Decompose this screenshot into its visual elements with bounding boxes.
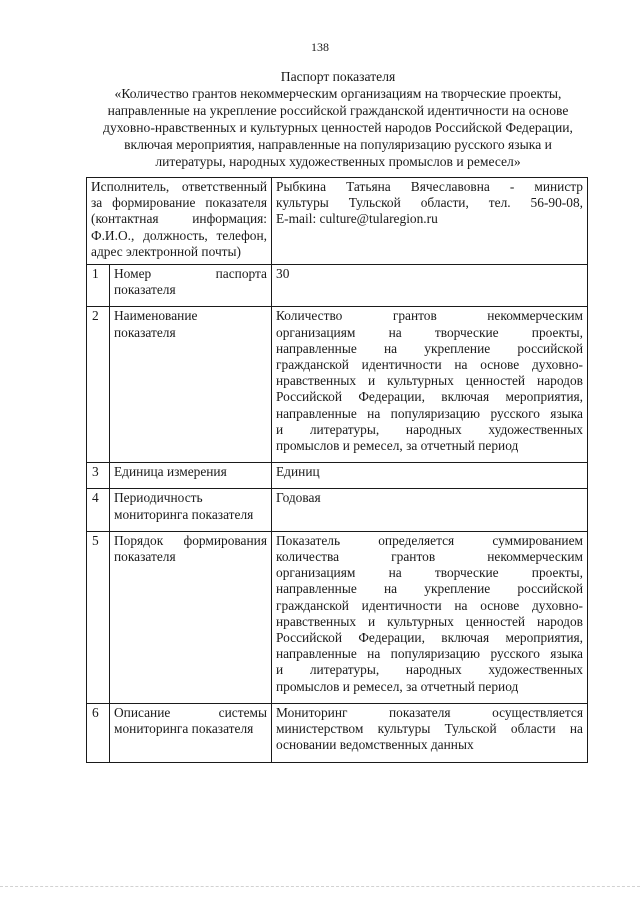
row-label-line: показателя: [114, 549, 176, 565]
row-number: 1: [87, 265, 110, 307]
row-number: 2: [87, 307, 110, 463]
row-value: [272, 531, 588, 703]
row-value-line: Количество грантов некоммерческим: [276, 308, 583, 324]
row-value-line: Показатель определяется суммированием: [276, 532, 583, 548]
row-label: [110, 531, 272, 703]
passport-heading: Паспорт показателя: [280, 69, 396, 84]
row-number: 6: [87, 703, 110, 762]
indicator-title-line: включая мероприятия, направленные на популяризацию русского языка и: [124, 137, 552, 152]
row-value-line: нравственных и культурных ценностей народов: [276, 373, 583, 389]
executor-label-line: Исполнитель, ответственный: [91, 179, 267, 194]
row-label: [110, 489, 272, 531]
row-value: [272, 307, 588, 463]
indicator-title-line: духовно-нравственных и культурных ценностей народов Российской Федерации,: [103, 120, 573, 135]
row-label-line: показателя: [114, 324, 176, 340]
row-value-line: Годовая: [276, 490, 321, 506]
executor-label-line: Ф.И.О., должность, телефон,: [91, 227, 267, 243]
row-value-line: министерством культуры Тульской области на: [276, 721, 583, 737]
row-value-line: направленные на популяризацию русского языка: [276, 405, 583, 421]
row-value-line: направленные на укрепление российской: [276, 581, 583, 597]
row-value-line: основании ведомственных данных: [276, 737, 474, 753]
executor-row: [87, 178, 588, 265]
row-value-line: направленные на популяризацию русского языка: [276, 646, 583, 662]
table-row: [87, 531, 588, 703]
row-label-line: Периодичность: [114, 490, 203, 506]
row-value-line: Российской Федерации, включая мероприятия,: [276, 630, 583, 646]
row-label: [110, 463, 272, 489]
row-value-line: Мониторинг показателя осуществляется: [276, 704, 583, 720]
table-row: [87, 265, 588, 307]
table-row: [87, 703, 588, 762]
executor-value: [272, 178, 588, 265]
executor-email: E-mail: culture@tularegion.ru: [276, 211, 438, 227]
executor-value-line: культуры Тульской области, тел. 56-90-08,: [276, 195, 583, 211]
indicator-title-line: литературы, народных художественных промыслов и ремесел»: [155, 154, 521, 169]
row-value-line: направленные на укрепление российской: [276, 340, 583, 356]
row-label-line: Наименование: [114, 308, 198, 324]
indicator-title-line: «Количество грантов некоммерческим организациям на творческие проекты,: [114, 86, 562, 101]
executor-label-line: адрес электронной почты): [91, 243, 241, 259]
row-value-line: организациям на творческие проекты,: [276, 565, 583, 581]
row-value-line: промыслов и ремесел, за отчетный период: [276, 438, 519, 454]
row-value-line: 30: [276, 266, 290, 282]
executor-label: [87, 178, 272, 265]
executor-value-line: Рыбкина Татьяна Вячеславовна - министр: [276, 179, 583, 194]
executor-label-line: за формирование показателя: [91, 195, 267, 211]
scan-edge-marks: [0, 886, 640, 891]
row-value-line: Российской Федерации, включая мероприятия,: [276, 389, 583, 405]
row-value-line: Единиц: [276, 464, 320, 480]
row-label: [110, 265, 272, 307]
indicator-title-line: направленные на укрепление российской гражданской идентичности на основе: [107, 103, 569, 118]
table-row: [87, 489, 588, 531]
row-value-line: промыслов и ремесел, за отчетный период: [276, 678, 519, 694]
table-row: [87, 307, 588, 463]
row-value: [272, 265, 588, 307]
row-value: [272, 463, 588, 489]
row-label-line: Порядок формирования: [114, 532, 267, 548]
row-value-line: и литературы, народных художественных: [276, 421, 583, 437]
row-label-line: Описание системы: [114, 704, 267, 720]
table-row: [87, 463, 588, 489]
executor-label-line: (контактная информация:: [91, 211, 267, 227]
page-number: 138: [311, 40, 329, 54]
row-value-line: гражданской идентичности на основе духовно-: [276, 597, 583, 613]
document-title-block: [78, 68, 598, 170]
row-value: [272, 703, 588, 762]
row-label-line: мониторинга показателя: [114, 506, 254, 522]
row-value-line: организациям на творческие проекты,: [276, 324, 583, 340]
row-value-line: гражданской идентичности на основе духовно-: [276, 357, 583, 373]
row-value: [272, 489, 588, 531]
row-value-line: количества грантов некоммерческим: [276, 549, 583, 565]
row-label-line: показателя: [114, 282, 176, 298]
row-value-line: нравственных и культурных ценностей народов: [276, 613, 583, 629]
row-number: 5: [87, 531, 110, 703]
row-label-line: Единица измерения: [114, 464, 227, 480]
row-label-line: мониторинга показателя: [114, 721, 254, 737]
passport-table: [86, 177, 588, 763]
row-label: [110, 703, 272, 762]
row-number: 3: [87, 463, 110, 489]
row-label-line: Номер паспорта: [114, 266, 267, 282]
row-number: 4: [87, 489, 110, 531]
row-label: [110, 307, 272, 463]
row-value-line: и литературы, народных художественных: [276, 662, 583, 678]
